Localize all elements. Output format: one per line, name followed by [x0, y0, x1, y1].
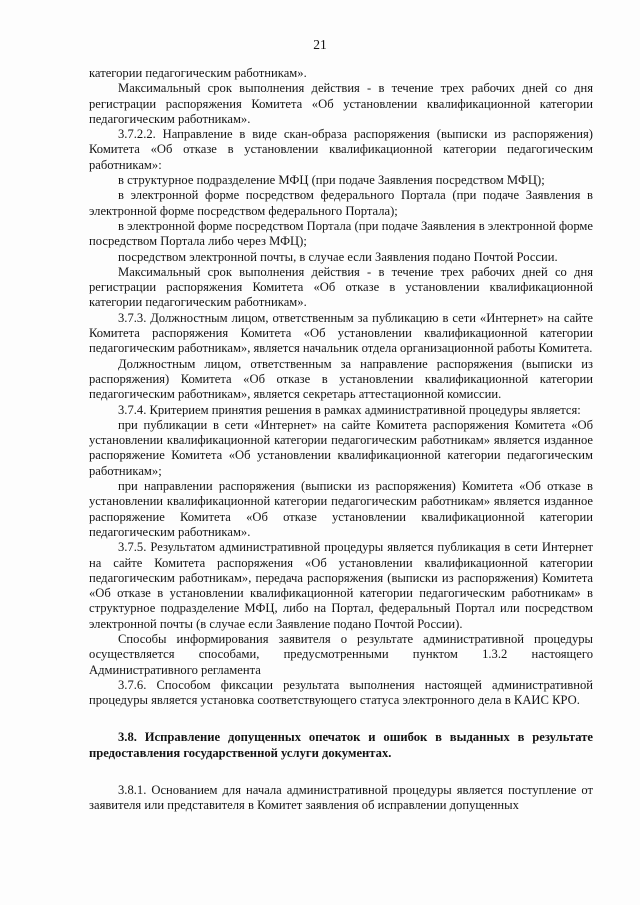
paragraph: 3.7.2.2. Направление в виде скан-образа распоряжения (выписки из распоряжения) Комитета «Об отказе в установлении квалификационной категории педагогическим работникам»:: [89, 127, 593, 172]
document-body: [89, 66, 593, 814]
paragraph: категории педагогическим работникам».: [89, 66, 307, 80]
paragraph: в электронной форме посредством Портала (при подаче Заявления в электронной форме посредством Портала либо через МФЦ);: [89, 218, 593, 249]
paragraph: 3.8.1. Основанием для начала административной процедуры является поступление от заявителя или представителя в Комитет заявления об исправлении допущенных: [89, 783, 593, 813]
paragraph: при публикации в сети «Интернет» на сайте Комитета распоряжения Комитета «Об установлении квалификационной категории педагогическим работникам» является изданное распоряжение Комитета «Об установлении квалификационной категории педагогическим работникам»;: [89, 417, 593, 478]
paragraph: 3.7.5. Результатом административной процедуры является публикация в сети Интернет на сайте Комитета распоряжения «Об установлении квалификационной категории педагогическим работникам», передача распоряжения (выписки из распоряжения) Комитета «Об отказе в установлении квалификационной категории педагогическим работникам» в структурное подразделение МФЦ, либо на Портал, федеральный Портал или посредством электронной почты (в случае если Заявление подано Почтой России).: [89, 540, 593, 631]
paragraph: посредством электронной почты, в случае если Заявления подано Почтой России.: [118, 249, 558, 264]
paragraph: в электронной форме посредством федерального Портала (при подаче Заявления в электронной форме посредством федерального Портала);: [89, 188, 593, 218]
paragraph: в структурное подразделение МФЦ (при подаче Заявления посредством МФЦ);: [118, 173, 545, 188]
paragraph: Способы информирования заявителя о результате административной процедуры осуществляется способами, предусмотренными пунктом 1.3.2 настоящего Административного регламента: [89, 631, 593, 677]
paragraph: Максимальный срок выполнения действия - в течение трех рабочих дней со дня регистрации распоряжения Комитета «Об установлении квалификационной категории педагогическим работникам».: [89, 81, 593, 126]
paragraph: Максимальный срок выполнения действия - в течение трех рабочих дней со дня регистрации распоряжения Комитета «Об отказе в установлении квалификационной категории педагогическим работникам».: [89, 264, 593, 310]
page-number: 21: [313, 37, 327, 52]
paragraph: 3.7.4. Критерием принятия решения в рамках административной процедуры является:: [118, 402, 581, 417]
section-heading: 3.8. Исправление допущенных опечаток и ошибок в выданных в результате предоставления государственной услуги документах.: [89, 730, 593, 760]
paragraph: 3.7.6. Способом фиксации результата выполнения настоящей административной процедуры является установка соответствующего статуса электронного дела в КАИС КРО.: [89, 677, 593, 708]
paragraph: при направлении распоряжения (выписки из распоряжения) Комитета «Об отказе в установлении квалификационной категории педагогическим работникам» является изданное распоряжение Комитета «Об отказе установлении квалификационной категории педагогическим работникам».: [89, 479, 593, 539]
paragraph: Должностным лицом, ответственным за направление распоряжения (выписки из распоряжения) Комитета «Об отказе в установлении квалификационной категории педагогическим работникам», является секретарь аттестационной комиссии.: [89, 356, 593, 402]
paragraph: 3.7.3. Должностным лицом, ответственным за публикацию в сети «Интернет» на сайте Комитета распоряжения Комитета «Об установлении квалификационной категории педагогическим работникам», является начальник отдела организационной работы Комитета.: [89, 310, 593, 356]
